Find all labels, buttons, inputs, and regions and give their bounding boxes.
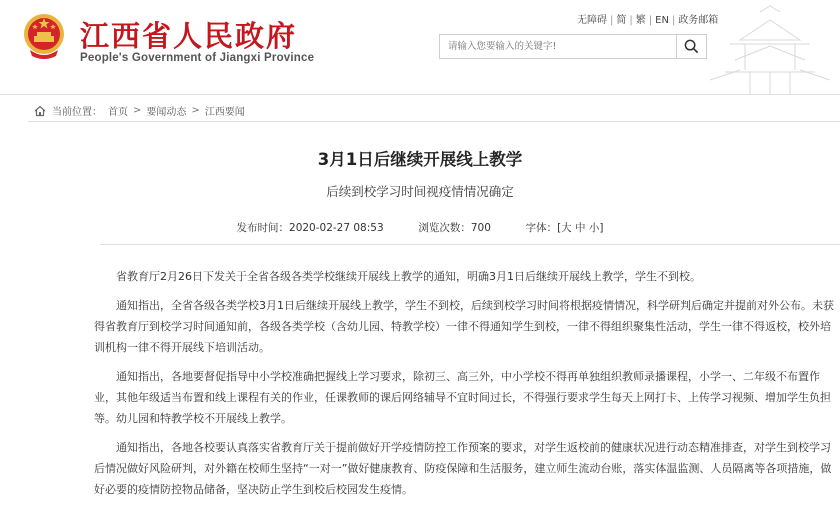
- pavilion-illustration: [700, 0, 840, 94]
- breadcrumb-separator: >: [191, 105, 200, 116]
- font-large-button[interactable]: 大: [561, 222, 572, 234]
- article-meta: 发布时间：2020-02-27 08:53 浏览次数：700 字体：[大 中 小]: [236, 222, 604, 234]
- site-title[interactable]: 江西省人民政府: [80, 19, 298, 53]
- publish-time: 2020-02-27 08:53: [289, 222, 384, 234]
- search-icon: [684, 39, 699, 54]
- breadcrumb-news[interactable]: 要闻动态: [146, 107, 187, 118]
- search-button[interactable]: [676, 35, 706, 58]
- english-link[interactable]: EN: [655, 15, 669, 26]
- article-paragraph: 省教育厅2月26日下发关于全省各级各类学校继续开展线上教学的通知，明确3月1日后继续开展线上教学，学生不到校。: [116, 270, 701, 283]
- search-box: [439, 34, 707, 59]
- home-icon: [34, 105, 46, 117]
- article-paragraph: 通知指出，各地要督促指导中小学校准确把握线上学习要求，除初三、高三外，中小学校不得再单独组织教师录播课程，小学一、二年级不布置作业，其他年级适当布置和线上课程有关的作业，任课教师的课后网络辅导不宜时间过长，不得强行要求学生每天上网打卡、上传学习视频、增加学生负担等。幼儿园和特教学校不开展线上教学。: [94, 370, 831, 425]
- site-header: [0, 0, 840, 94]
- views-label: 浏览次数：: [418, 222, 471, 234]
- accessibility-link[interactable]: 无障碍: [577, 15, 607, 26]
- site-subtitle: People's Government of Jiangxi Province: [80, 52, 315, 64]
- top-links: 无障碍 | 简 | 繁 | EN | 政务邮箱: [577, 11, 718, 26]
- article-title: 3月1日后继续开展线上教学: [317, 150, 523, 169]
- meta-divider: [100, 244, 840, 245]
- search-input[interactable]: [440, 35, 676, 58]
- breadcrumb-divider: [28, 121, 840, 122]
- breadcrumb-home[interactable]: 首页: [108, 107, 128, 118]
- breadcrumb-label: 当前位置：: [52, 107, 102, 118]
- article-paragraph: 通知指出，全省各级各类学校3月1日后继续开展线上教学，学生不到校，后续到校学习时间将根据疫情情况，科学研判后确定并提前对外公布。未获得省教育厅到校学习时间通知前，各级各类学校（含幼儿园、特教学校）一律不得通知学生到校，一律不得组织聚集性活动，学生一律不得返校，校外培训机构一律不得开展线下培训活动。: [94, 299, 834, 354]
- publish-label: 发布时间：: [236, 222, 290, 234]
- traditional-link[interactable]: 繁: [635, 15, 646, 26]
- national-emblem-icon: [22, 12, 66, 60]
- article-subtitle: 后续到校学习时间视疫情情况确定: [326, 184, 514, 199]
- breadcrumb-separator: >: [133, 105, 142, 116]
- breadcrumb-jiangxi-news[interactable]: 江西要闻: [204, 107, 245, 118]
- article-paragraph: 通知指出，各地各校要认真落实省教育厅关于提前做好开学疫情防控工作预案的要求，对学生返校前的健康状况进行动态精准排查，对学生到校学习后情况做好风险研判，对外籍在校师生坚持“一对一”做好健康教育、防疫保障和生活服务，建立师生流动台账，落实体温监测、人员隔离等各项措施，做好必要的疫情防控物品储备，坚决防止学生到校后校园发生疫情。: [94, 441, 832, 496]
- font-label: 字体：: [525, 222, 558, 234]
- views-count: 700: [470, 222, 491, 234]
- font-small-button[interactable]: 小: [588, 222, 600, 234]
- font-medium-button[interactable]: 中: [575, 222, 586, 234]
- simplified-link[interactable]: 简: [616, 15, 627, 26]
- article-body: [94, 266, 834, 508]
- header-divider: [0, 94, 840, 95]
- gov-mail-link[interactable]: 政务邮箱: [678, 15, 719, 26]
- breadcrumb: [34, 103, 245, 118]
